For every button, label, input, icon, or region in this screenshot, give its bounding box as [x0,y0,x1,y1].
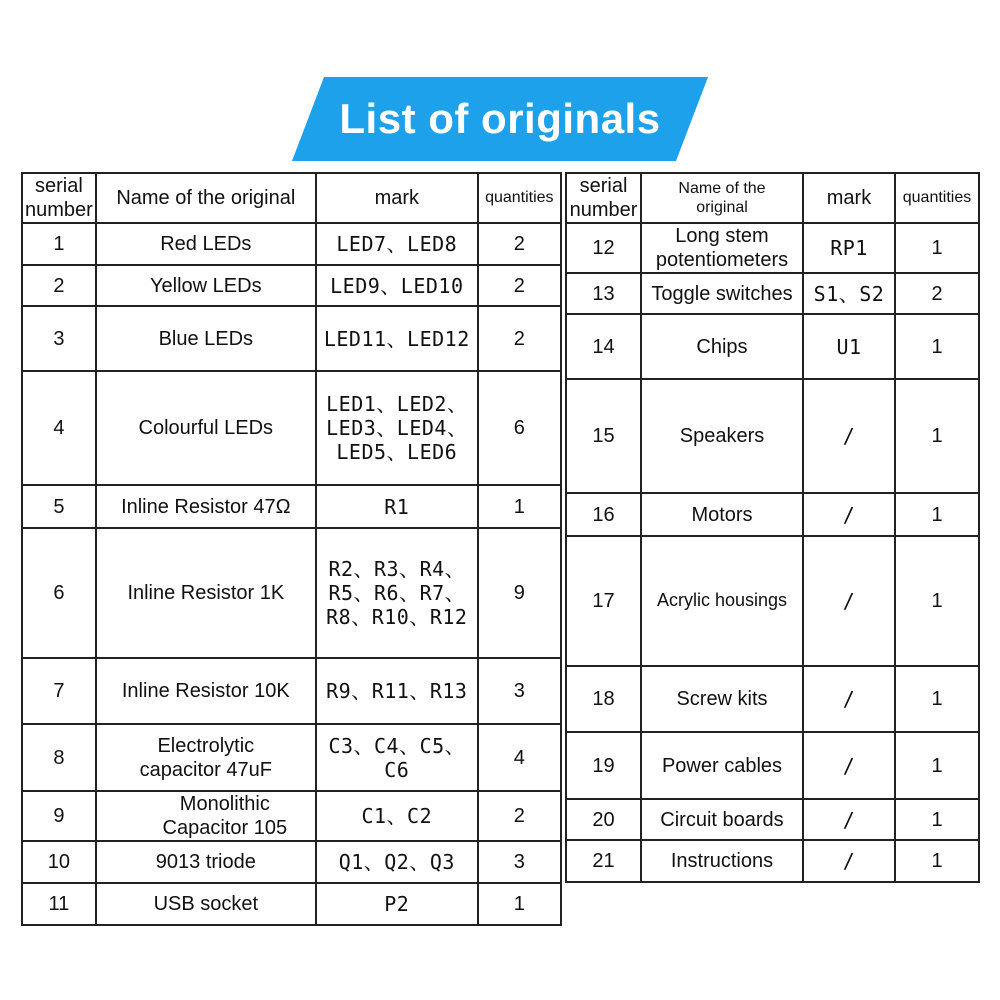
serial-cell: 18 [566,666,641,732]
mark-cell: / [803,666,895,732]
name-cell: Toggle switches [641,273,803,314]
name-cell: 9013 triode [96,841,316,883]
quantity-cell: 2 [478,306,561,371]
mark-cell: / [803,536,895,666]
quantity-cell: 2 [478,791,561,841]
name-cell: Colourful LEDs [96,371,316,485]
header-serial-number: serial number [22,173,96,223]
mark-cell: / [803,379,895,493]
mark-cell: / [803,732,895,799]
mark-cell: C3、C4、C5、 C6 [316,724,478,791]
serial-cell: 11 [22,883,96,925]
serial-cell: 6 [22,528,96,658]
name-cell: Motors [641,493,803,536]
name-cell: Power cables [641,732,803,799]
serial-cell: 13 [566,273,641,314]
serial-cell: 16 [566,493,641,536]
quantity-cell: 1 [895,732,979,799]
name-cell: Speakers [641,379,803,493]
quantity-cell: 1 [895,799,979,840]
name-cell: Blue LEDs [96,306,316,371]
table-row [22,306,561,371]
mark-cell: LED11、LED12 [316,306,478,371]
table-header-row [566,173,979,223]
quantity-cell: 1 [478,883,561,925]
page-title: List of originals [339,95,661,142]
header-name: Name of the original [96,173,316,223]
name-cell: Inline Resistor 47Ω [96,485,316,528]
serial-cell: 17 [566,536,641,666]
serial-cell: 4 [22,371,96,485]
table-row [566,273,979,314]
table-row [22,485,561,528]
table-row [22,841,561,883]
quantity-cell: 2 [895,273,979,314]
serial-cell: 3 [22,306,96,371]
name-cell: Electrolytic capacitor 47uF [96,724,316,791]
header-mark: mark [316,173,478,223]
table-row [566,379,979,493]
mark-cell: R9、R11、R13 [316,658,478,724]
table-row [22,883,561,925]
serial-cell: 5 [22,485,96,528]
table-row [22,223,561,265]
header-name: Name of the original [641,173,803,223]
quantity-cell: 4 [478,724,561,791]
serial-cell: 2 [22,265,96,306]
quantity-cell: 3 [478,841,561,883]
mark-cell: LED1、LED2、 LED3、LED4、 LED5、LED6 [316,371,478,485]
mark-cell: P2 [316,883,478,925]
quantity-cell: 1 [895,536,979,666]
mark-cell: / [803,840,895,882]
title-banner [292,77,708,161]
quantity-cell: 1 [895,314,979,379]
table-row [22,724,561,791]
header-quantities: quantities [895,173,979,223]
serial-cell: 21 [566,840,641,882]
mark-cell: S1、S2 [803,273,895,314]
table-row [22,371,561,485]
quantity-cell: 1 [895,666,979,732]
serial-cell: 7 [22,658,96,724]
mark-cell: / [803,493,895,536]
name-cell: Circuit boards [641,799,803,840]
name-cell: Chips [641,314,803,379]
table-row [566,314,979,379]
name-cell: Screw kits [641,666,803,732]
serial-cell: 9 [22,791,96,841]
name-cell: Acrylic housings [641,536,803,666]
serial-cell: 12 [566,223,641,273]
serial-cell: 20 [566,799,641,840]
header-quantities: quantities [478,173,561,223]
table-row [22,791,561,841]
mark-cell: R1 [316,485,478,528]
name-cell: Instructions [641,840,803,882]
name-cell: Inline Resistor 1K [96,528,316,658]
name-cell: Yellow LEDs [96,265,316,306]
serial-cell: 10 [22,841,96,883]
table-row [566,536,979,666]
table-row [566,732,979,799]
table-row [22,528,561,658]
quantity-cell: 2 [478,265,561,306]
parts-table-right [565,172,980,883]
mark-cell: RP1 [803,223,895,273]
header-mark: mark [803,173,895,223]
name-cell: Red LEDs [96,223,316,265]
header-serial-number: serial number [566,173,641,223]
serial-cell: 15 [566,379,641,493]
quantity-cell: 1 [895,493,979,536]
name-cell: Monolithic Capacitor 105 [96,791,316,841]
mark-cell: Q1、Q2、Q3 [316,841,478,883]
table-header-row [22,173,561,223]
table-row [22,265,561,306]
mark-cell: C1、C2 [316,791,478,841]
quantity-cell: 3 [478,658,561,724]
quantity-cell: 1 [895,840,979,882]
name-cell: USB socket [96,883,316,925]
mark-cell: LED9、LED10 [316,265,478,306]
name-cell: Inline Resistor 10K [96,658,316,724]
serial-cell: 8 [22,724,96,791]
quantity-cell: 2 [478,223,561,265]
mark-cell: U1 [803,314,895,379]
serial-cell: 14 [566,314,641,379]
table-row [566,666,979,732]
table-row [566,840,979,882]
serial-cell: 19 [566,732,641,799]
table-row [22,658,561,724]
table-row [566,799,979,840]
table-row [566,493,979,536]
name-cell: Long stem potentiometers [641,223,803,273]
mark-cell: / [803,799,895,840]
quantity-cell: 6 [478,371,561,485]
quantity-cell: 1 [478,485,561,528]
serial-cell: 1 [22,223,96,265]
quantity-cell: 1 [895,223,979,273]
table-row [566,223,979,273]
parts-table-left [21,172,562,926]
quantity-cell: 9 [478,528,561,658]
mark-cell: R2、R3、R4、 R5、R6、R7、 R8、R10、R12 [316,528,478,658]
quantity-cell: 1 [895,379,979,493]
mark-cell: LED7、LED8 [316,223,478,265]
